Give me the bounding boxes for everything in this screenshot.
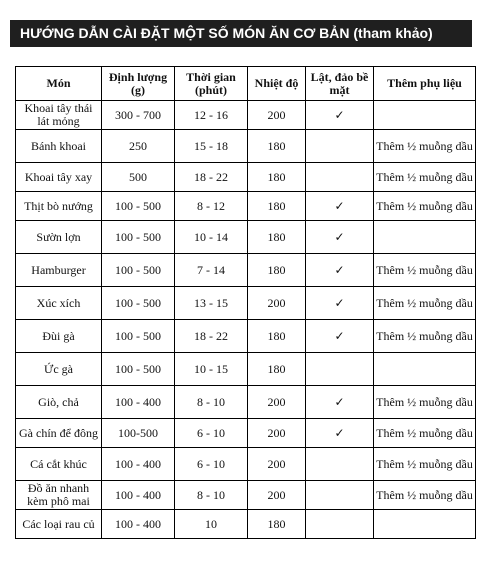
cell-time: 6 - 10 [175,419,248,448]
cell-amount: 100 - 500 [102,221,175,254]
cell-temperature: 200 [248,101,306,130]
cell-dish: Các loại rau củ [16,510,102,539]
header-temperature: Nhiệt độ [248,67,306,101]
page-title: HƯỚNG DẪN CÀI ĐẶT MỘT SỐ MÓN ĂN CƠ BẢN (tham khảo) [10,20,472,47]
table-row [16,163,476,192]
check-mark-icon: ✓ [306,287,374,320]
cell-dish: Gà chín để đông [16,419,102,448]
table-row [16,254,476,287]
cell-temperature: 200 [248,419,306,448]
cell-temperature: 180 [248,163,306,192]
cell-extras: Thêm ½ muỗng dầu [374,163,476,192]
cell-flip [306,510,374,539]
cell-temperature: 180 [248,221,306,254]
header-extras: Thêm phụ liệu [374,67,476,101]
cell-amount: 100 - 500 [102,254,175,287]
cell-dish: Khoai tây thái lát mỏng [16,101,102,130]
header-dish: Món [16,67,102,101]
cell-extras [374,221,476,254]
cell-dish: Sườn lợn [16,221,102,254]
cell-amount: 100 - 400 [102,448,175,481]
cell-amount: 500 [102,163,175,192]
cell-flip [306,163,374,192]
table-row [16,419,476,448]
cell-amount: 100 - 400 [102,386,175,419]
cell-extras: Thêm ½ muỗng dầu [374,287,476,320]
cell-temperature: 180 [248,130,306,163]
header-flip: Lật, đảo bề mặt [306,67,374,101]
cell-flip [306,448,374,481]
cell-extras: Thêm ½ muỗng dầu [374,192,476,221]
table-row [16,192,476,221]
check-mark-icon: ✓ [306,192,374,221]
table-row [16,481,476,510]
cell-dish: Thịt bò nướng [16,192,102,221]
cell-temperature: 180 [248,510,306,539]
cell-temperature: 180 [248,353,306,386]
cell-extras [374,101,476,130]
cell-time: 10 - 15 [175,353,248,386]
cell-time: 6 - 10 [175,448,248,481]
check-mark-icon: ✓ [306,221,374,254]
cell-dish: Khoai tây xay [16,163,102,192]
cell-amount: 300 - 700 [102,101,175,130]
cell-time: 13 - 15 [175,287,248,320]
cell-extras: Thêm ½ muỗng dầu [374,448,476,481]
check-mark-icon: ✓ [306,320,374,353]
cell-dish: Xúc xích [16,287,102,320]
cell-amount: 250 [102,130,175,163]
table-row [16,130,476,163]
table-row [16,101,476,130]
cell-time: 12 - 16 [175,101,248,130]
cell-extras: Thêm ½ muỗng dầu [374,254,476,287]
cell-time: 7 - 14 [175,254,248,287]
cell-time: 18 - 22 [175,320,248,353]
cell-temperature: 200 [248,287,306,320]
check-mark-icon: ✓ [306,254,374,287]
cell-flip [306,130,374,163]
check-mark-icon: ✓ [306,101,374,130]
table-row [16,287,476,320]
cell-amount: 100-500 [102,419,175,448]
cell-dish: Hamburger [16,254,102,287]
table-row [16,353,476,386]
cell-extras: Thêm ½ muỗng dầu [374,320,476,353]
cell-extras: Thêm ½ muỗng dầu [374,419,476,448]
cell-extras [374,353,476,386]
cell-amount: 100 - 500 [102,287,175,320]
cell-amount: 100 - 400 [102,481,175,510]
header-amount: Định lượng (g) [102,67,175,101]
cell-time: 10 [175,510,248,539]
cell-temperature: 200 [248,386,306,419]
cell-extras: Thêm ½ muỗng dầu [374,481,476,510]
cell-time: 8 - 10 [175,386,248,419]
cell-temperature: 180 [248,192,306,221]
table-row [16,386,476,419]
table-row [16,221,476,254]
table-header-row [16,67,476,101]
cell-temperature: 180 [248,320,306,353]
cell-flip [306,481,374,510]
cell-amount: 100 - 400 [102,510,175,539]
check-mark-icon: ✓ [306,386,374,419]
cell-time: 8 - 10 [175,481,248,510]
cell-dish: Giò, chả [16,386,102,419]
table-row [16,510,476,539]
cell-extras: Thêm ½ muỗng dầu [374,130,476,163]
cell-extras [374,510,476,539]
cooking-guide-table [15,66,476,539]
table-row [16,448,476,481]
cell-dish: Cá cắt khúc [16,448,102,481]
cell-dish: Đùi gà [16,320,102,353]
cell-time: 8 - 12 [175,192,248,221]
cell-amount: 100 - 500 [102,320,175,353]
header-time: Thời gian (phút) [175,67,248,101]
cell-extras: Thêm ½ muỗng dầu [374,386,476,419]
cell-amount: 100 - 500 [102,192,175,221]
cell-amount: 100 - 500 [102,353,175,386]
cell-time: 15 - 18 [175,130,248,163]
cell-temperature: 200 [248,448,306,481]
cell-time: 10 - 14 [175,221,248,254]
cell-flip [306,353,374,386]
table-row [16,320,476,353]
cell-dish: Ức gà [16,353,102,386]
cell-dish: Bánh khoai [16,130,102,163]
cell-dish: Đồ ăn nhanh kèm phô mai [16,481,102,510]
cell-time: 18 - 22 [175,163,248,192]
cell-temperature: 200 [248,481,306,510]
cell-temperature: 180 [248,254,306,287]
check-mark-icon: ✓ [306,419,374,448]
